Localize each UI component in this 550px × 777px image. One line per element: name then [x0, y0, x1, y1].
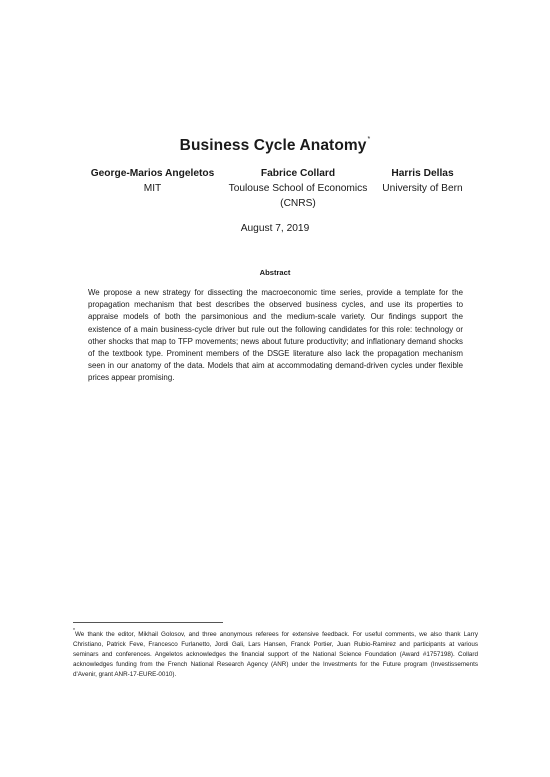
paper-title [0, 137, 550, 155]
paper-title-text: Business Cycle Anatomy [179, 137, 367, 154]
author-block [70, 166, 490, 216]
title-footnote-mark: * [367, 135, 371, 143]
footnote-rule [73, 622, 223, 623]
author-name: Harris Dellas [391, 168, 454, 179]
footnote-mark: * [73, 628, 75, 634]
author-name: Fabrice Collard [260, 168, 336, 179]
author-3 [360, 166, 485, 196]
footnote-text: We thank the editor, Mikhail Golosov, and three anonymous referees for extensive feedback. For useful comments, we also thank Larry Christiano, Patrick Feve, Francesco Furlanetto, Jordi Gali, Lars Hansen, Franck Portier, Juan Rubio-Ramirez and participants at various seminars and conferences. Angeletos acknowledges the financial support of the National Science Foundation (Award #1757198). Collard acknowledges funding from the French National Research Agency (ANR) under the Investments for the Future program (Investissements d'Avenir, grant ANR-17-EURE-0010). [73, 631, 478, 679]
abstract-text: We propose a new strategy for dissecting the macroeconomic time series, provide a template for the propagation mechanism that best describes the observed business cycles, and use its properties to appraise models of both the parsimonious and the medium-scale variety. Our findings support the existence of a main business-cycle driver but rule out the following candidates for this role: technology or other shocks that map to TFP movements; news about future productivity; and inflationary demand shocks of the textbook type. Prominent members of the DSGE literature also lack the propagation mechanism seen in our anatomy of the data. Models that aim at accommodating demand-driven cycles under flexible prices appear promising. [88, 288, 463, 383]
author-name: George-Marios Angeletos [90, 168, 215, 179]
author-1 [80, 166, 225, 196]
author-affiliation: MIT [143, 183, 162, 194]
footnote [73, 627, 478, 681]
paper-date: August 7, 2019 [240, 223, 310, 234]
author-affiliation: Toulouse School of Economics (CNRS) [228, 183, 368, 209]
author-2 [223, 166, 373, 211]
abstract-heading: Abstract [259, 268, 291, 277]
author-affiliation: University of Bern [382, 183, 463, 194]
